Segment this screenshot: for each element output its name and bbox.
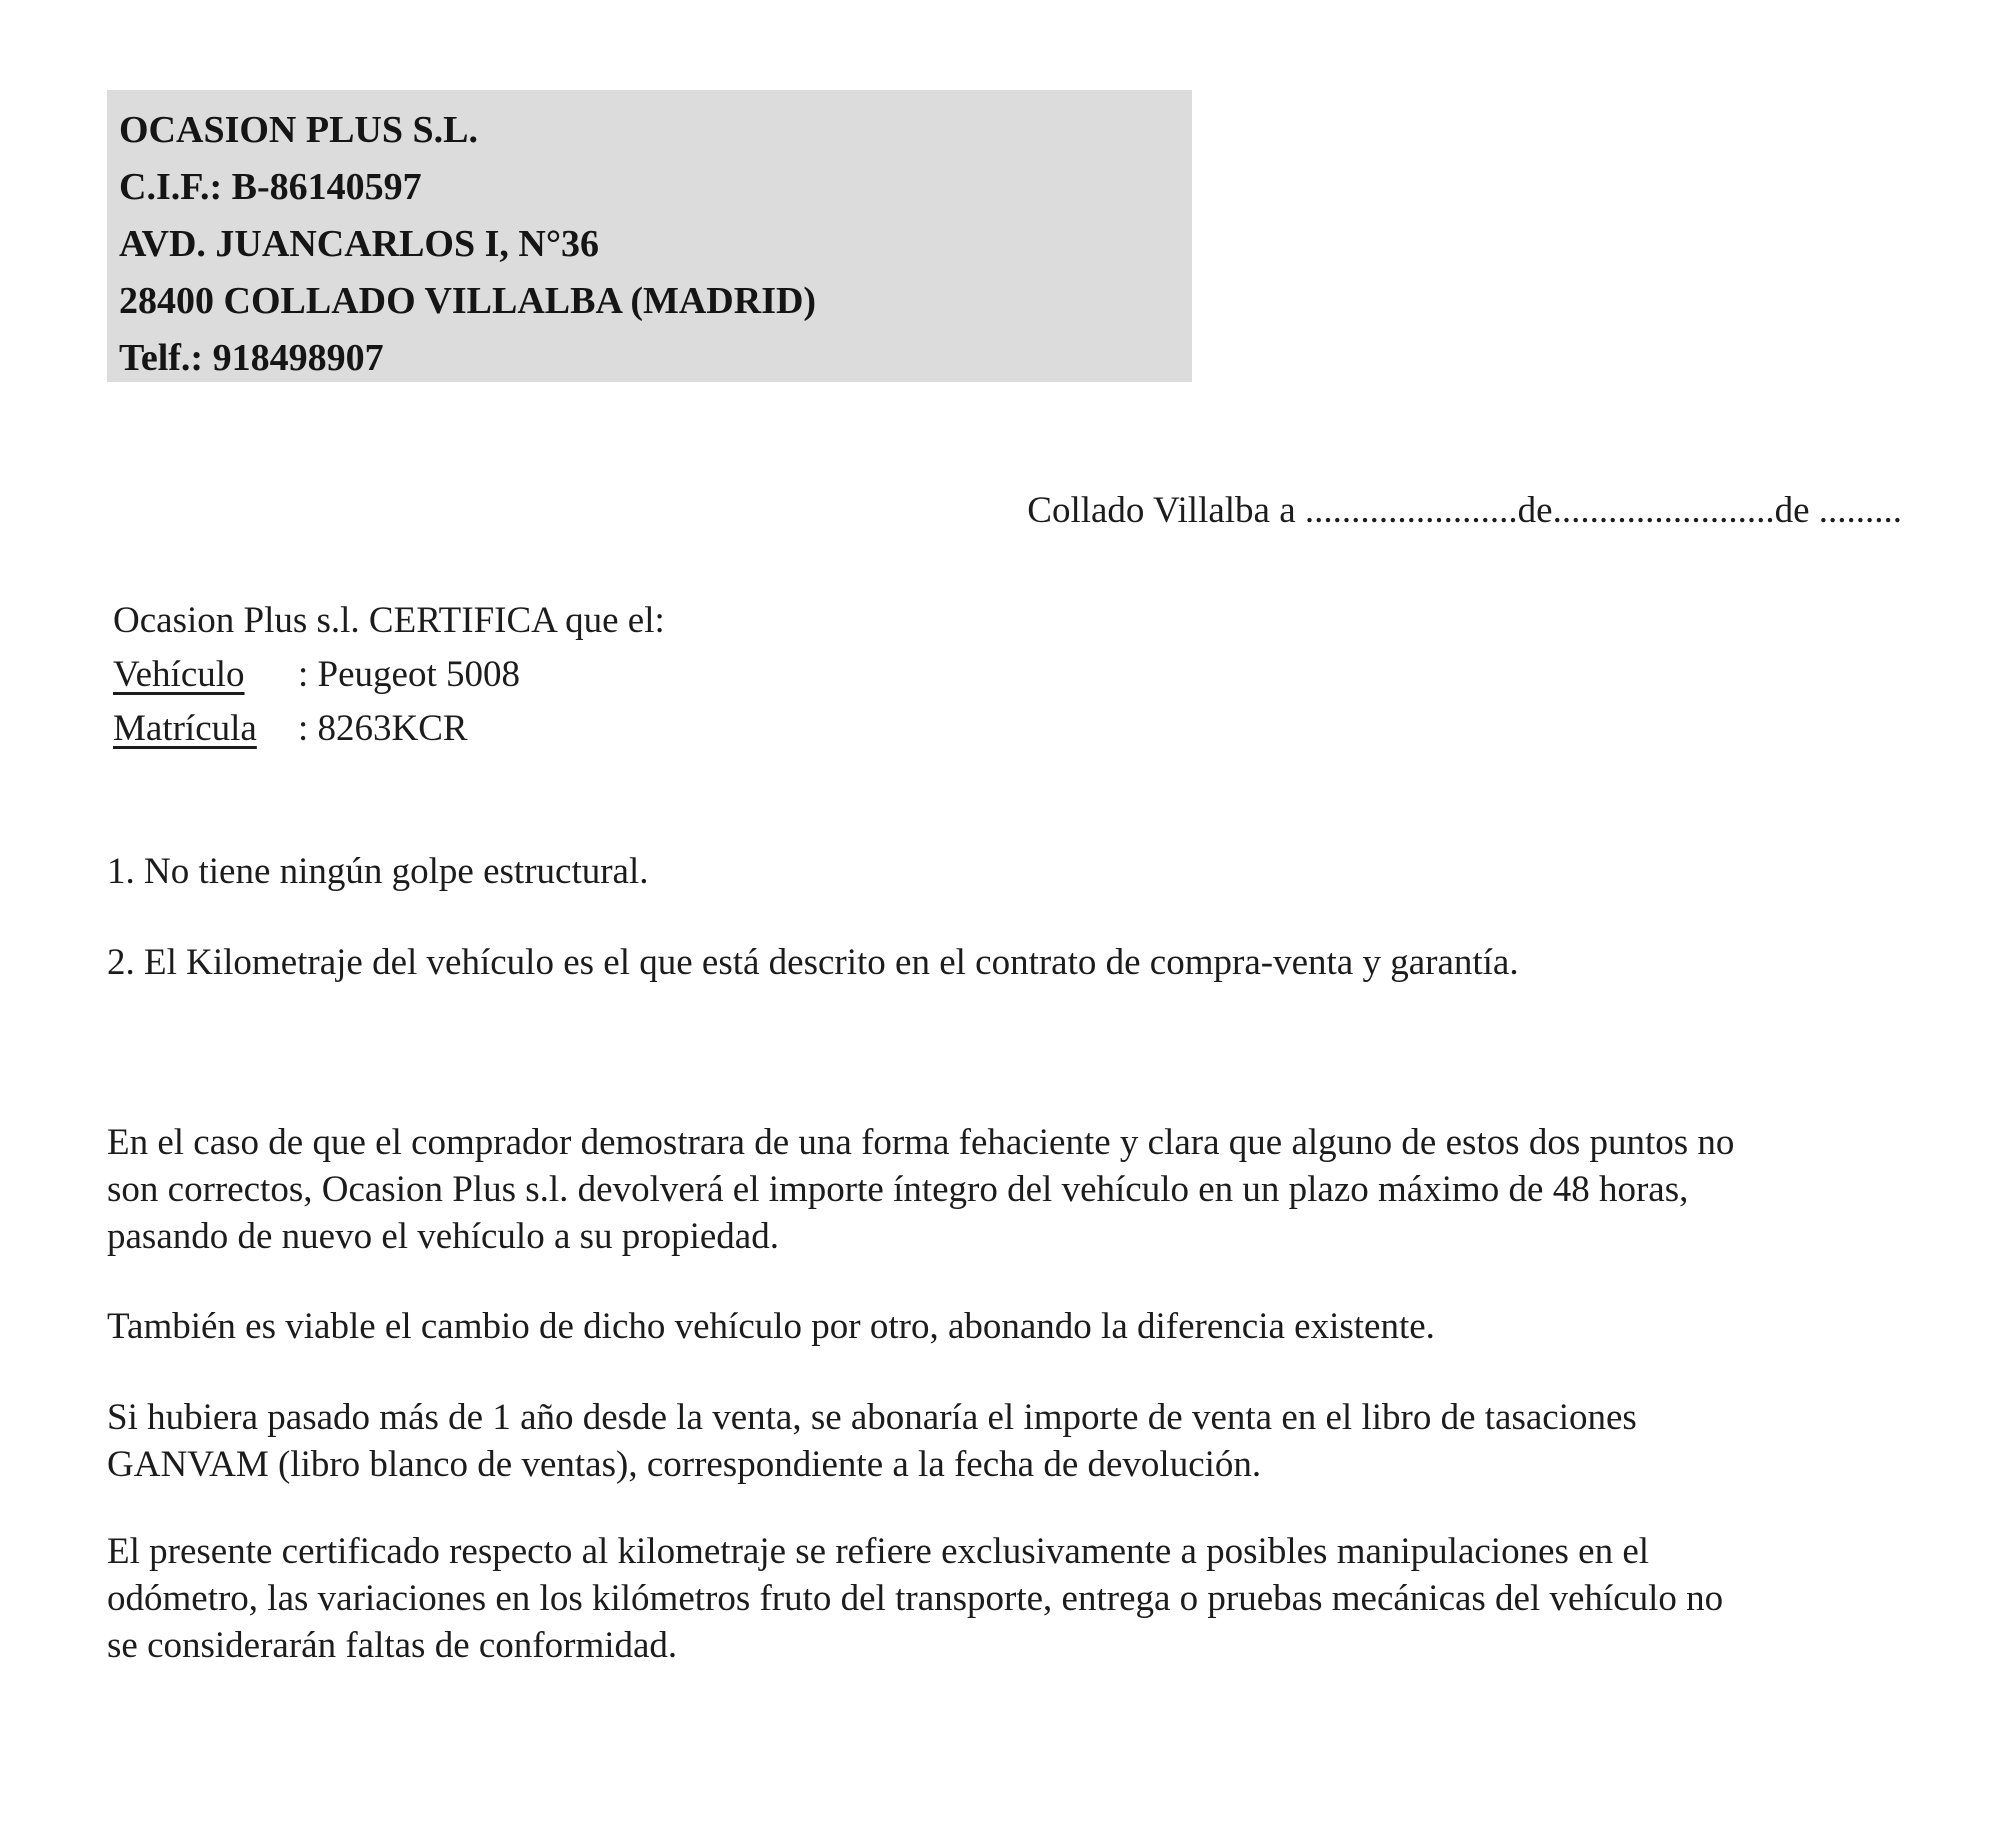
paragraph-line: El presente certificado respecto al kilometraje se refiere exclusivamente a posibles manipulaciones en el xyxy=(107,1531,1650,1572)
paragraph-ganvam xyxy=(107,1394,1907,1488)
paragraph-line: son correctos, Ocasion Plus s.l. devolverá el importe íntegro del vehículo en un plazo máximo de 48 horas, xyxy=(107,1169,1689,1210)
company-header-box xyxy=(107,90,1192,382)
point-1: 1. No tiene ningún golpe estructural. xyxy=(107,851,649,892)
plate-label: Matrícula xyxy=(113,708,257,749)
company-phone: Telf.: 918498907 xyxy=(119,337,384,379)
paragraph-line: En el caso de que el comprador demostrara de una forma fehaciente y clara que alguno de estos dos puntos no xyxy=(107,1122,1735,1163)
company-address: AVD. JUANCARLOS I, N°36 xyxy=(119,223,600,265)
plate-row xyxy=(113,702,665,756)
paragraph-line: Si hubiera pasado más de 1 año desde la venta, se abonaría el importe de venta en el libro de tasaciones xyxy=(107,1397,1637,1438)
paragraph-line: pasando de nuevo el vehículo a su propiedad. xyxy=(107,1216,779,1257)
paragraph-exchange xyxy=(107,1303,1907,1350)
certification-intro: Ocasion Plus s.l. CERTIFICA que el: xyxy=(113,600,665,641)
certification-block xyxy=(113,594,665,756)
paragraph-line: GANVAM (libro blanco de ventas), correspondiente a la fecha de devolución. xyxy=(107,1444,1262,1485)
vehicle-value: : Peugeot 5008 xyxy=(298,654,520,695)
paragraph-line: odómetro, las variaciones en los kilómetros fruto del transporte, entrega o pruebas mecánicas del vehículo no xyxy=(107,1578,1724,1619)
company-cif: C.I.F.: B-86140597 xyxy=(119,166,422,208)
paragraph-mileage xyxy=(107,1528,1907,1669)
paragraph-line: se considerarán faltas de conformidad. xyxy=(107,1625,678,1666)
company-name: OCASION PLUS S.L. xyxy=(119,109,478,151)
paragraph-line: También es viable el cambio de dicho vehículo por otro, abonando la diferencia existente. xyxy=(107,1306,1435,1347)
vehicle-label: Vehículo xyxy=(113,654,245,695)
point-2: 2. El Kilometraje del vehículo es el que está descrito en el contrato de compra-venta y garantía. xyxy=(107,942,1519,983)
plate-value: : 8263KCR xyxy=(298,708,468,749)
company-city: 28400 COLLADO VILLALBA (MADRID) xyxy=(119,280,817,322)
place-date-line: Collado Villalba a .......................de........................de ......... xyxy=(1027,490,1902,531)
paragraph-refund xyxy=(107,1119,1907,1260)
vehicle-row xyxy=(113,648,665,702)
